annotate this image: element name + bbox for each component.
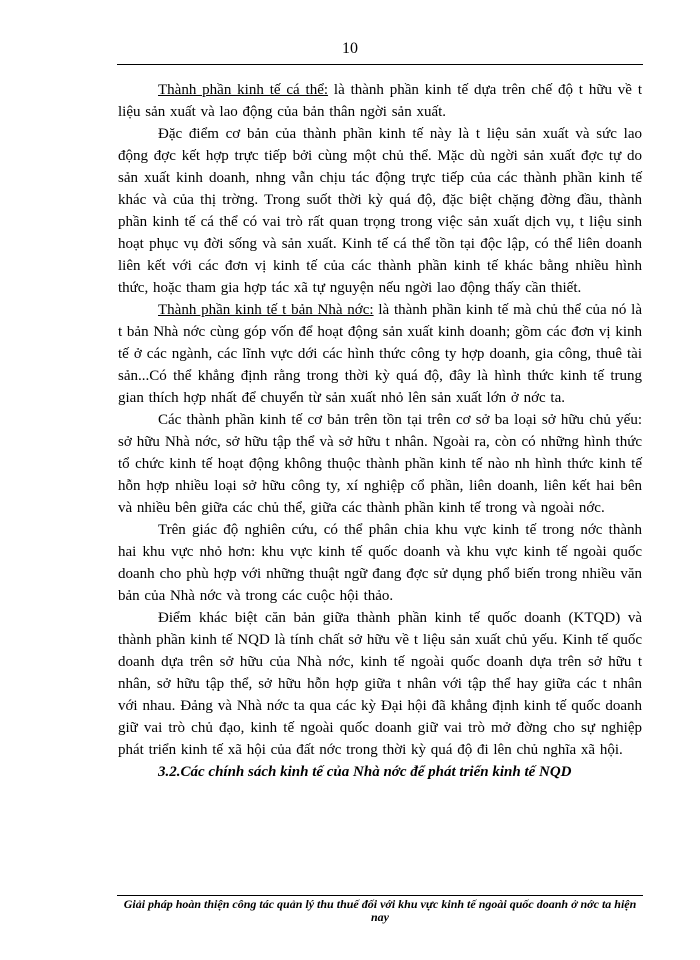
- document-body: [118, 79, 642, 783]
- paragraph-text: là thành phần kinh tế mà chủ thể của nó là t bản Nhà nớc cùng góp vốn để hoạt động sản xuất kinh doanh; gồm các đơn vị kinh tế ở các ngành, các lĩnh vực dới các hình thức công ty hợp doanh, gia công, thuê tài sản...Có thể khẳng định rằng trong thời kỳ quá độ, đây là hình thức kinh tế trung gian thích hợp nhất để chuyển từ sản xuất nhỏ lên sản xuất lớn ở nớc ta.: [118, 302, 643, 406]
- paragraph-text: Các thành phần kinh tế cơ bản trên tồn tại trên cơ sở ba loại sở hữu chủ yếu: sở hữu Nhà nớc, sở hữu tập thể và sở hữu t nhân. Ngoài ra, còn có những hình thức tổ chức kinh tế hoạt động không thuộc thành phần kinh tế nào nh hình thức kinh tế hỗn hợp nhiều loại sở hữu công ty, xí nghiệp cổ phần, liên doanh, liên kết hai bên và nhiều bên giữa các chủ thể, giữa các thành phần kinh tế trong và ngoài nớc.: [118, 412, 642, 516]
- paragraph-individual-characteristics: [118, 123, 642, 299]
- footer-rule: [117, 895, 643, 896]
- paragraph-ownership-types: [118, 409, 642, 519]
- paragraph-text: Điểm khác biệt căn bản giữa thành phần kinh tế quốc doanh (KTQD) và thành phần kinh tế NQD là tính chất sở hữu về t liệu sản xuất chủ yếu. Kinh tế quốc doanh dựa trên sở hữu của Nhà nớc, kinh tế ngoài quốc doanh dựa trên sở hữu t nhân, sở hữu tập thể, sở hữu hỗn hợp giữa t nhân với tập thể hay giữa các t nhân với nhau. Đảng và Nhà nớc ta qua các kỳ Đại hội đã khẳng định kinh tế quốc doanh giữ vai trò chủ đạo, kinh tế ngoài quốc doanh giữ vai trò mở đờng cho sự nghiệp phát triển kinh tế xã hội của đất nớc trong thời kỳ quá độ đi lên chủ nghĩa xã hội.: [118, 610, 642, 758]
- term-individual-economy: Thành phần kinh tế cá thể:: [158, 82, 329, 98]
- paragraph-text: Trên giác độ nghiên cứu, có thể phân chia khu vực kinh tế trong nớc thành hai khu vực nhỏ hơn: khu vực kinh tế quốc doanh và khu vực kinh tế ngoài quốc doanh cho phù hợp với những thuật ngữ đang đợc sử dụng phổ biến trong nhiều văn bản của Nhà nớc và trong các cuộc hội thảo.: [118, 522, 642, 604]
- header-rule: [117, 64, 643, 65]
- paragraph-text: là thành phần kinh tế dựa trên chế độ t hữu về t liệu sản xuất và lao động của bản thân ngời sản xuất.: [118, 82, 642, 120]
- paragraph-state-capitalism: [118, 299, 642, 409]
- term-state-capitalism: Thành phần kinh tế t bản Nhà nớc:: [158, 302, 374, 318]
- page-number: 10: [342, 40, 358, 57]
- paragraph-key-difference: [118, 607, 642, 761]
- paragraph-individual-economy: [118, 79, 642, 123]
- running-footer: Giải pháp hoàn thiện công tác quản lý thu thuế đối với khu vực kinh tế ngoài quốc doanh ở nớc ta hiện nay: [123, 897, 637, 924]
- paragraph-sector-division: [118, 519, 642, 607]
- section-heading: 3.2.Các chính sách kinh tế của Nhà nớc để phát triển kinh tế NQD: [158, 764, 572, 780]
- paragraph-text: Đặc điểm cơ bản của thành phần kinh tế này là t liệu sản xuất và sức lao động đợc kết hợp trực tiếp bởi cùng một chủ thể. Mặc dù ngời sản xuất đợc tự do sản xuất kinh doanh, nhng vẫn chịu tác động trực tiếp của các thành phần kinh tế khác và của thị trờng. Trong suốt thời kỳ quá độ, đặc biệt chặng đờng đầu, thành phần kinh tế cá thể có vai trò rất quan trọng trong việc sản xuất dịch vụ, t liệu sinh hoạt phục vụ đời sống và sản xuất. Kinh tế cá thể tồn tại độc lập, có thể liên doanh liên kết với các đơn vị kinh tế của các thành phần kinh tế khác bằng nhiều hình thức, hoặc tham gia hợp tác xã tự nguyện nếu ngời lao động thấy cần thiết.: [118, 126, 642, 296]
